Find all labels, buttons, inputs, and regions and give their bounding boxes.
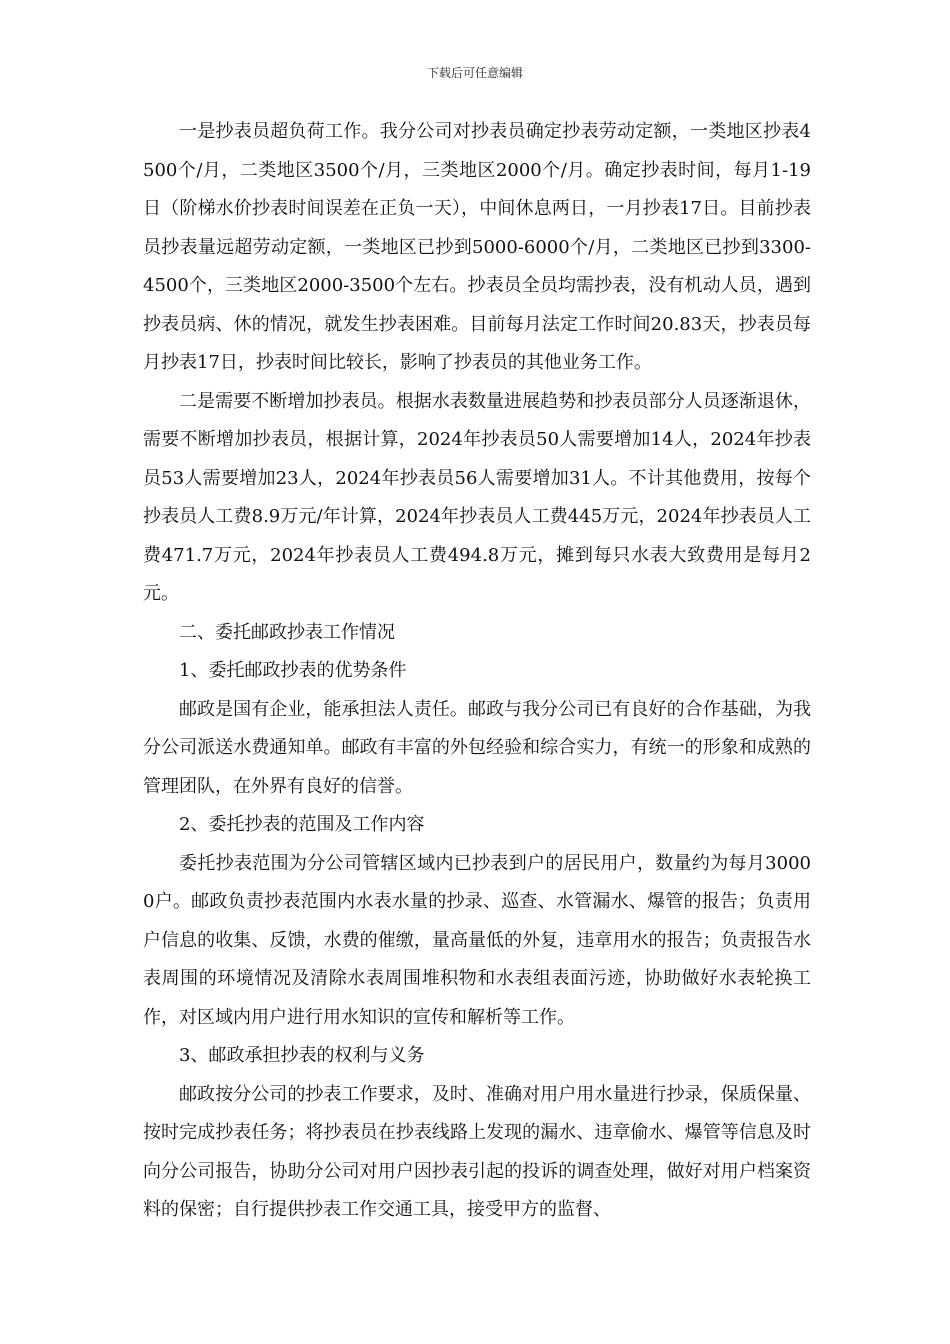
paragraph-scope: 委托抄表范围为分公司管辖区域内已抄表到户的居民用户，数量约为每月30000户。邮政负责抄表范围内水表水量的抄录、巡查、水管漏水、爆管的报告；负责用户信息的收集、反馈，水费的催缴，量高量低的外复，违章用水的报告；负责报告水表周围的环境情况及清除水表周围堆积物和水表组表面污迹，协助做好水表轮换工作，对区域内用户进行用水知识的宣传和解析等工作。	[143, 852, 811, 1028]
subheading-rights-duties: 3、邮政承担抄表的权利与义务	[179, 1045, 425, 1066]
paragraph-advantages: 邮政是国有企业，能承担法人责任。邮政与我分公司已有良好的合作基础，为我分公司派送水费通知单。邮政有丰富的外包经验和综合实力，有统一的形象和成熟的管理团队，在外界有良好的信誉。	[143, 698, 811, 797]
page-header: 下载后可任意编辑	[426, 66, 523, 80]
subheading-advantages: 1、委托邮政抄表的优势条件	[179, 660, 407, 681]
subheading-scope: 2、委托抄表的范围及工作内容	[179, 814, 425, 835]
paragraph-staff-increase: 二是需要不断增加抄表员。根据水表数量进展趋势和抄表员部分人员逐渐退休，需要不断增加抄表员，根据计算，2024年抄表员50人需要增加14人，2024年抄表员53人需要增加23人，2024年抄表员56人需要增加31人。不计其他费用，按每个抄表员人工费8.9万元/年计算，2024年抄表员人工费445万元，2024年抄表员人工费471.7万元，2024年抄表员人工费494.8万元，摊到每只水表大致费用是每月2元。	[143, 390, 811, 604]
paragraph-rights-duties: 邮政按分公司的抄表工作要求，及时、准确对用户用水量进行抄录，保质保量、按时完成抄表任务；将抄表员在抄表线路上发现的漏水、违章偷水、爆管等信息及时向分公司报告，协助分公司对用户因抄表引起的投诉的调查处理，做好对用户档案资料的保密；自行提供抄表工作交通工具，接受甲方的监督、	[143, 1083, 811, 1220]
section-heading-postal: 二、委托邮政抄表工作情况	[179, 621, 395, 643]
paragraph-overload: 一是抄表员超负荷工作。我分公司对抄表员确定抄表劳动定额，一类地区抄表4500个/月，二类地区3500个/月，三类地区2000个/月。确定抄表时间，每月1-19日（阶梯水价抄表时间误差在正负一天），中间休息两日，一月抄表17日。目前抄表员抄表量远超劳动定额，一类地区已抄到5000-6000个/月，二类地区已抄到3300-4500个，三类地区2000-3500个左右。抄表员全员均需抄表，没有机动人员，遇到抄表员病、休的情况，就发生抄表困难。目前每月法定工作时间20.83天，抄表员每月抄表17日，抄表时间比较长，影响了抄表员的其他业务工作。	[143, 121, 811, 373]
document-body	[143, 113, 811, 1230]
